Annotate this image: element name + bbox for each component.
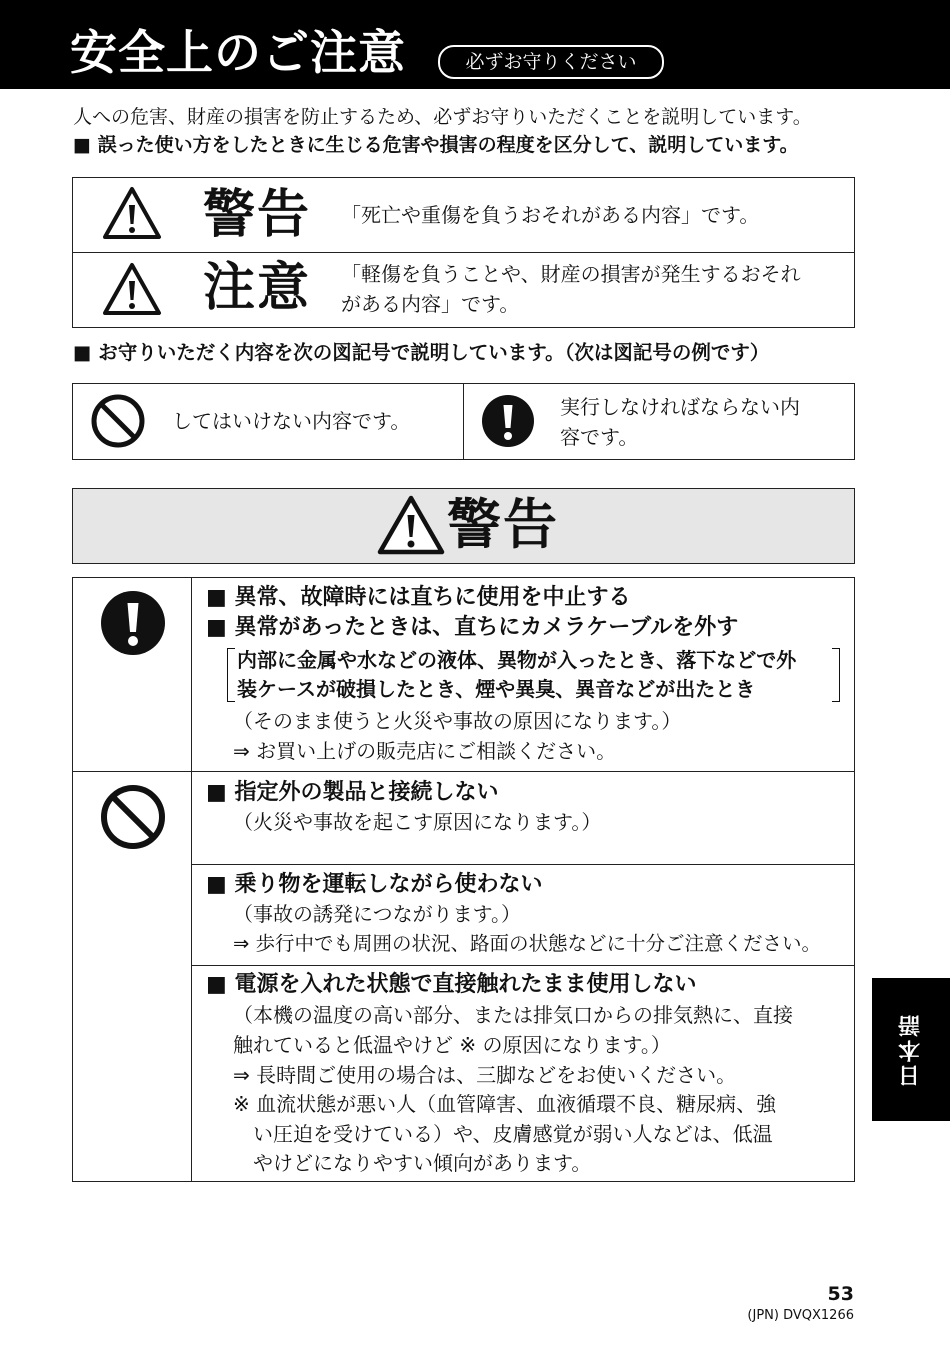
- warning-heading: ■ 電源を入れた状態で直接触れたまま使用しない: [206, 972, 697, 997]
- header-badge: 必ずお守りください: [438, 45, 664, 79]
- left-bracket: [227, 648, 235, 702]
- warning-text-line: やけどになりやすい傾向があります。: [233, 1151, 592, 1175]
- prohibition-icon: [100, 784, 166, 850]
- intro-line-bold: ■ 誤った使い方をしたときに生じる危害や損害の程度を区分して、説明しています。: [73, 134, 799, 156]
- bracket-line: 装ケースが破損したとき、煙や異臭、異音などが出たとき: [237, 677, 756, 701]
- warning-text-line: ⇒ 歩行中でも周囲の状況、路面の状態などに十分ご注意ください。: [233, 932, 822, 955]
- caution-level-desc-1: 「軽傷を負うことや、財産の損害が発生するおそれ: [341, 262, 801, 286]
- warning-text-line: （本機の温度の高い部分、または排気口からの排気熱に、直接: [233, 1003, 793, 1027]
- mandatory-icon: [480, 393, 536, 449]
- warning-heading: ■ 乗り物を運転しながら使わない: [206, 872, 543, 897]
- bracket-line: 内部に金属や水などの液体、異物が入ったとき、落下などで外: [237, 648, 797, 672]
- prohibition-icon: [90, 393, 146, 449]
- warning-text-line: 触れていると低温やけど ※ の原因になります。）: [233, 1033, 671, 1057]
- page-title: 安全上のご注意: [70, 26, 406, 81]
- warning-text-line: ※ 血流状態が悪い人（血管障害、血液循環不良、糖尿病、強: [233, 1092, 777, 1116]
- warning-text-line: い圧迫を受けている）や、皮膚感覚が弱い人などは、低温: [233, 1122, 773, 1146]
- symbols-heading: ■ お守りいただく内容を次の図記号で説明しています。（次は図記号の例です）: [73, 341, 770, 364]
- warning-triangle-icon: [102, 186, 162, 240]
- warning-banner-icon: [376, 494, 446, 556]
- warning-text-line: （火災や事故を起こす原因になります。）: [233, 810, 602, 834]
- right-bracket: [832, 648, 840, 702]
- mandatory-icon: [99, 589, 167, 657]
- caution-level-desc-2: がある内容」です。: [341, 292, 520, 316]
- warning-heading: ■ 異常があったときは、直ちにカメラケーブルを外す: [206, 615, 739, 640]
- levels-divider: [72, 252, 855, 253]
- symbols-divider: [463, 383, 464, 460]
- intro-line: 人への危害、財産の損害を防止するため、必ずお守りいただくことを説明しています。: [73, 106, 812, 128]
- mandatory-symbol-desc-1: 実行しなければならない内: [560, 395, 800, 419]
- warning-level-desc: 「死亡や重傷を負うおそれがある内容」です。: [341, 203, 760, 227]
- warnings-icon-column-divider: [191, 577, 192, 1182]
- warning-action: ⇒ お買い上げの販売店にご相談ください。: [233, 739, 617, 763]
- caution-level-label: 注意: [203, 258, 312, 318]
- language-side-tab-label: 日本語: [898, 1012, 924, 1087]
- warning-text-line: ⇒ 長時間ご使用の場合は、三脚などをお使いください。: [233, 1063, 737, 1087]
- prohibited-symbol-desc: してはいけない内容です。: [172, 409, 411, 433]
- warning-heading: ■ 指定外の製品と接続しない: [206, 780, 499, 805]
- warning-level-label: 警告: [203, 185, 312, 245]
- caution-triangle-icon: [102, 262, 162, 316]
- mandatory-symbol-desc-2: 容です。: [560, 425, 639, 449]
- warnings-subrow-divider: [191, 864, 855, 865]
- warning-banner-label: 警告: [447, 493, 559, 556]
- page-number: 53: [827, 1283, 854, 1305]
- warning-reason: （そのまま使うと火災や事故の原因になります。）: [233, 709, 682, 733]
- warning-text-line: （事故の誘発につながります。）: [233, 902, 521, 926]
- language-side-tab: [872, 978, 950, 1121]
- warnings-subrow-divider: [191, 965, 855, 966]
- warning-heading: ■ 異常、故障時には直ちに使用を中止する: [206, 585, 631, 610]
- warnings-row-divider: [72, 771, 855, 772]
- document-code: (JPN) DVQX1266: [747, 1308, 854, 1323]
